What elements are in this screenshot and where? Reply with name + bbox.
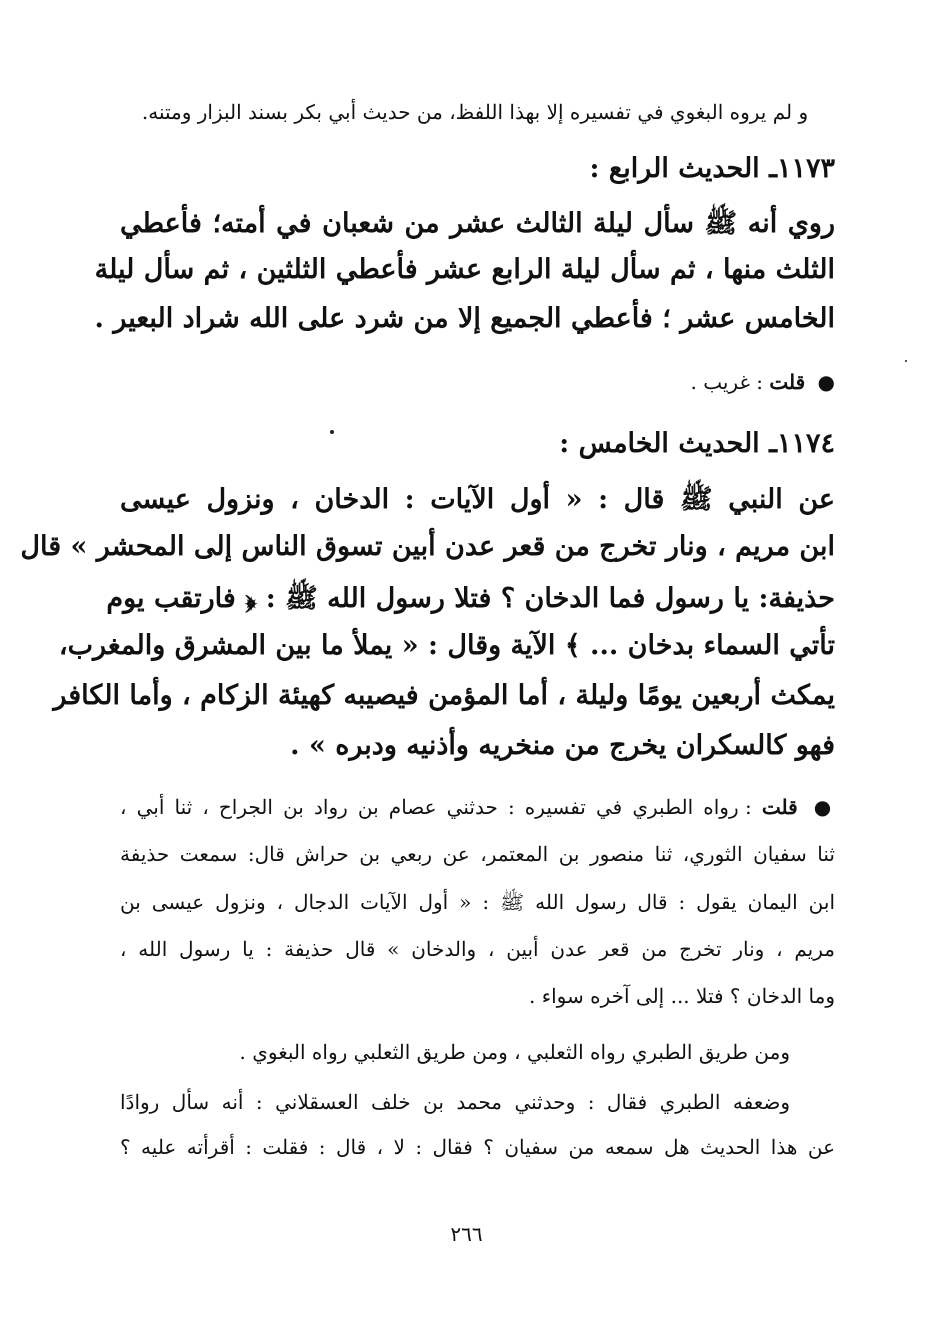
page-number: ٢٦٦ (450, 1222, 483, 1246)
comment-1174-line-2: ثنا سفيان الثوري، ثنا منصور بن المعتمر، عن ربعي بن حراش قال: سمعت حذيفة (120, 842, 835, 866)
comment-1174-line-1 (120, 795, 835, 819)
hadith-1173-line-3: الخامس عشر ؛ فأعطي الجميع إلا من شرد على الله شراد البعير . (94, 303, 835, 334)
weakness-line-1: وضعفه الطبري فقال : وحدثني محمد بن خلف العسقلاني : أنه سأل روادًا (120, 1090, 790, 1114)
comment-label: قلت (761, 795, 798, 819)
hadith-1174-line-6: فهو كالسكران يخرج من منخريه وأذنيه ودبره » . (290, 730, 835, 761)
hadith-1174-line-2: ابن مريم ، ونار تخرج من قعر عدن أبين تسوق الناس إلى المحشر » قال (20, 531, 835, 562)
hadith-1174-line-3: حذيفة: يا رسول فما الدخان ؟ فتلا رسول الله ﷺ : ﴿ فارتقب يوم (106, 583, 835, 614)
comment-text: : رواه الطبري في تفسيره : حدثني عصام بن رواد بن الجراح ، ثنا أبي ، (120, 795, 752, 819)
stray-mark (330, 430, 334, 434)
hadith-1174-line-4: تأتي السماء بدخان ... ﴾ الآية وقال : « يملأ ما بين المشرق والمغرب، (58, 630, 835, 661)
weakness-line-2: عن هذا الحديث هل سمعه من سفيان ؟ فقال : لا ، قال : فقلت : أقرأته عليه ؟ (120, 1135, 835, 1159)
comment-1174-line-3: ابن اليمان يقول : قال رسول الله ﷺ : « أول الآيات الدجال ، ونزول عيسى بن (120, 890, 835, 914)
comment-1173 (500, 370, 835, 394)
hadith-1173-line-1: روي أنه ﷺ سأل ليلة الثالث عشر من شعبان في أمته؛ فأعطي (120, 208, 835, 239)
comment-1174-line-5: وما الدخان ؟ فتلا ... إلى آخره سواء . (529, 984, 835, 1008)
hadith-1173-line-2: الثلث منها ، ثم سأل ليلة الرابع عشر فأعطي الثلثين ، ثم سأل ليلة (94, 254, 835, 285)
hadith-1173-heading: ١١٧٣ـ الحديث الرابع : (589, 153, 835, 184)
comment-1174-line-4: مريم ، ونار تخرج من قعر عدن أبين ، والدخان » قال حذيفة : يا رسول الله ، (120, 937, 835, 961)
chain-paragraph: ومن طريق الطبري رواه الثعلبي ، ومن طريق الثعلبي رواه البغوي . (239, 1040, 790, 1064)
bullet-icon: ● (817, 370, 835, 394)
hadith-1174-heading: ١١٧٤ـ الحديث الخامس : (559, 428, 835, 459)
hadith-1174-line-1: عن النبي ﷺ قال : « أول الآيات : الدخان ، ونزول عيسى (120, 484, 835, 515)
intro-line: و لم يروه البغوي في تفسيره إلا بهذا اللفظ، من حديث أبي بكر بسند البزار ومتنه. (141, 100, 809, 124)
hadith-1174-line-5: يمكث أربعين يومًا وليلة ، أما المؤمن فيصيبه كهيئة الزكام ، وأما الكافر (53, 680, 835, 711)
stray-mark (905, 360, 907, 362)
comment-text: : غريب . (690, 370, 763, 394)
comment-label: قلت (769, 370, 806, 394)
bullet-icon: ● (813, 795, 835, 819)
